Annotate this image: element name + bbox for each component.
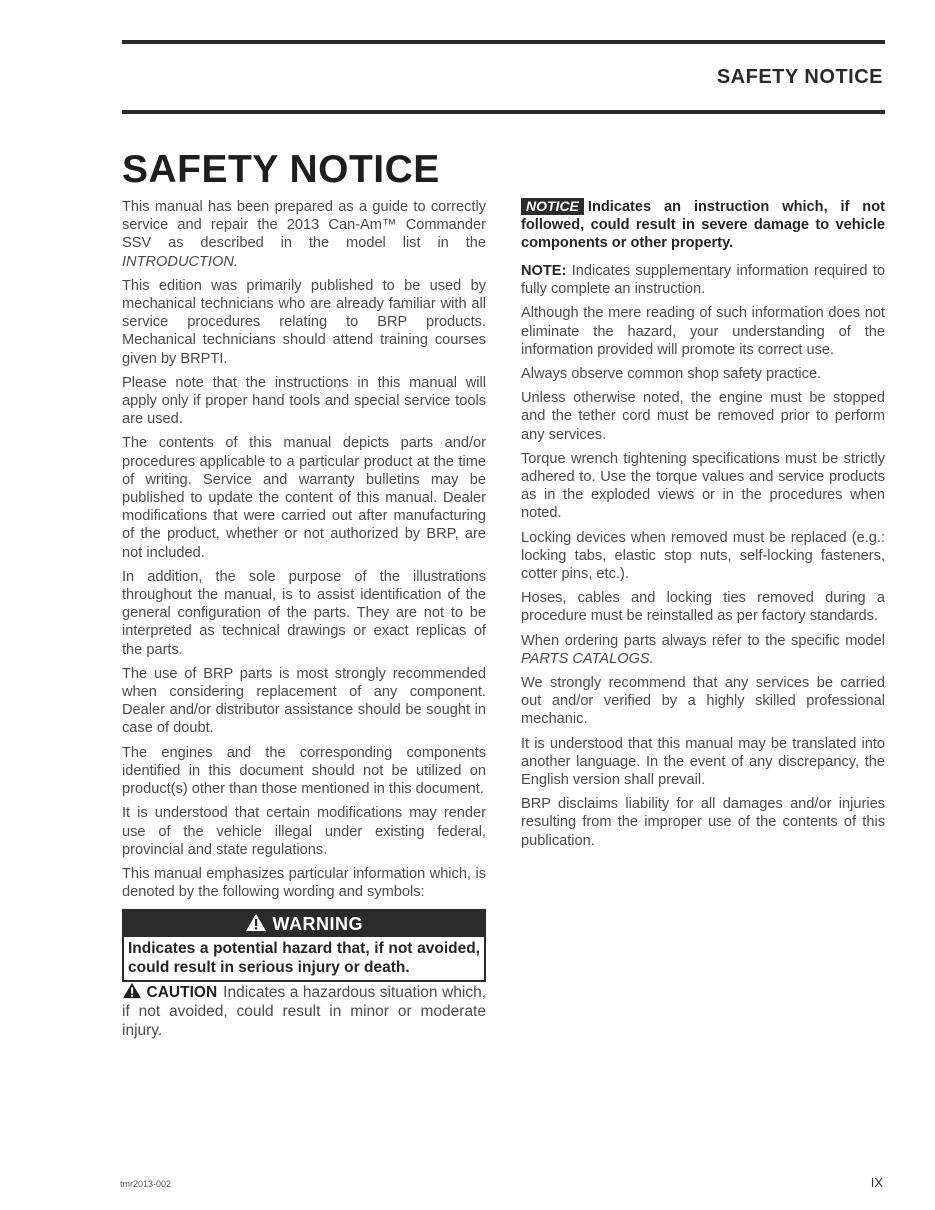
paragraph: Hoses, cables and locking ties removed during a procedure must be reinstalled as per factory standards.	[521, 590, 885, 625]
paragraph: Although the mere reading of such information does not eliminate the hazard, your understanding of the information provided will promote its correct use.	[521, 305, 885, 358]
paragraph: The contents of this manual depicts parts and/or procedures applicable to a particular product at the time of writing. Service and warranty bulletins may be published to update the content of this manual. Dealer modifications that were carried out after manufacturing of the product, whether or not authorized by BRP, are not included.	[122, 435, 486, 561]
notice-statement	[521, 198, 885, 252]
running-header-title: SAFETY NOTICE	[716, 66, 883, 88]
paragraph: In addition, the sole purpose of the illustrations throughout the manual, is to assist identification of the general configuration of the parts. They are not to be interpreted as technical drawings or exact replicas of the parts.	[122, 568, 486, 658]
caution-statement	[122, 982, 486, 1040]
page-number: IX	[870, 1175, 883, 1190]
paragraph: We strongly recommend that any services be carried out and/or verified by a highly skilled professional mechanic.	[521, 675, 885, 728]
header-top-rule	[122, 40, 885, 44]
paragraph: When ordering parts always refer to the specific model PARTS CATALOGS.	[521, 632, 885, 667]
paragraph: Torque wrench tightening specifications must be strictly adhered to. Use the torque values and service products as in the exploded views or in the procedures when noted.	[521, 450, 885, 522]
warning-label: WARNING	[272, 914, 363, 935]
caution-text: Indicates a hazardous situation which, if not avoided, could result in minor or moderate injury.	[122, 983, 487, 1039]
caution-triangle-icon	[122, 982, 142, 999]
notice-text: Indicates an instruction which, if not followed, could result in severe damage to vehicle components or other property.	[521, 199, 885, 251]
paragraph: BRP disclaims liability for all damages and/or injuries resulting from the improper use of the contents of this publication.	[521, 796, 885, 849]
paragraph: Please note that the instructions in this manual will apply only if proper hand tools and special service tools are used.	[122, 374, 486, 428]
paragraph: It is understood that this manual may be translated into another language. In the event of any discrepancy, the English version shall prevail.	[521, 735, 885, 789]
warning-header	[124, 911, 484, 936]
paragraph: Unless otherwise noted, the engine must be stopped and the tether cord must be removed prior to perform any services.	[521, 390, 885, 443]
page-title: SAFETY NOTICE	[122, 148, 440, 191]
paragraph: This manual emphasizes particular information which, is denoted by the following wording and symbols:	[122, 865, 486, 901]
cross-reference: INTRODUCTION.	[122, 253, 238, 270]
paragraph: The engines and the corresponding components identified in this document should not be utilized on product(s) other than those mentioned in this document.	[122, 744, 486, 798]
note-statement	[521, 262, 885, 298]
paragraph: Locking devices when removed must be replaced (e.g.: locking tabs, elastic stop nuts, self-locking fasteners, cotter pins, etc.).	[521, 529, 885, 583]
paragraph: This manual has been prepared as a guide to correctly service and repair the 2013 Can-Am™ Commander SSV as described in the model list in the INTRODUCTION.	[122, 199, 486, 270]
paragraph: It is understood that certain modifications may render use of the vehicle illegal under existing federal, provincial and state regulations.	[122, 805, 486, 858]
document-code: tmr2013-002	[120, 1179, 172, 1189]
paragraph: Always observe common shop safety practice.	[521, 366, 822, 383]
header-bottom-rule	[122, 110, 885, 114]
paragraph: This edition was primarily published to be used by mechanical technicians who are already familiar with all service procedures relating to BRP products. Mechanical technicians should attend training courses given by BRPTI.	[122, 277, 486, 367]
paragraph: The use of BRP parts is most strongly recommended when considering replacement of any component. Dealer and/or distributor assistance should be sought in case of doubt.	[122, 665, 486, 737]
notice-badge: NOTICE	[521, 198, 584, 215]
cross-reference: PARTS CATALOGS.	[521, 650, 654, 667]
caution-label: CAUTION	[146, 983, 218, 1001]
note-label: NOTE:	[521, 263, 567, 279]
note-text: Indicates supplementary information required to fully complete an instruction.	[521, 263, 885, 298]
left-column	[122, 198, 486, 1046]
warning-triangle-icon	[245, 913, 267, 932]
warning-box	[122, 909, 486, 981]
right-column	[521, 198, 885, 856]
warning-text: Indicates a potential hazard that, if not avoided, could result in serious injury or death.	[128, 939, 480, 976]
